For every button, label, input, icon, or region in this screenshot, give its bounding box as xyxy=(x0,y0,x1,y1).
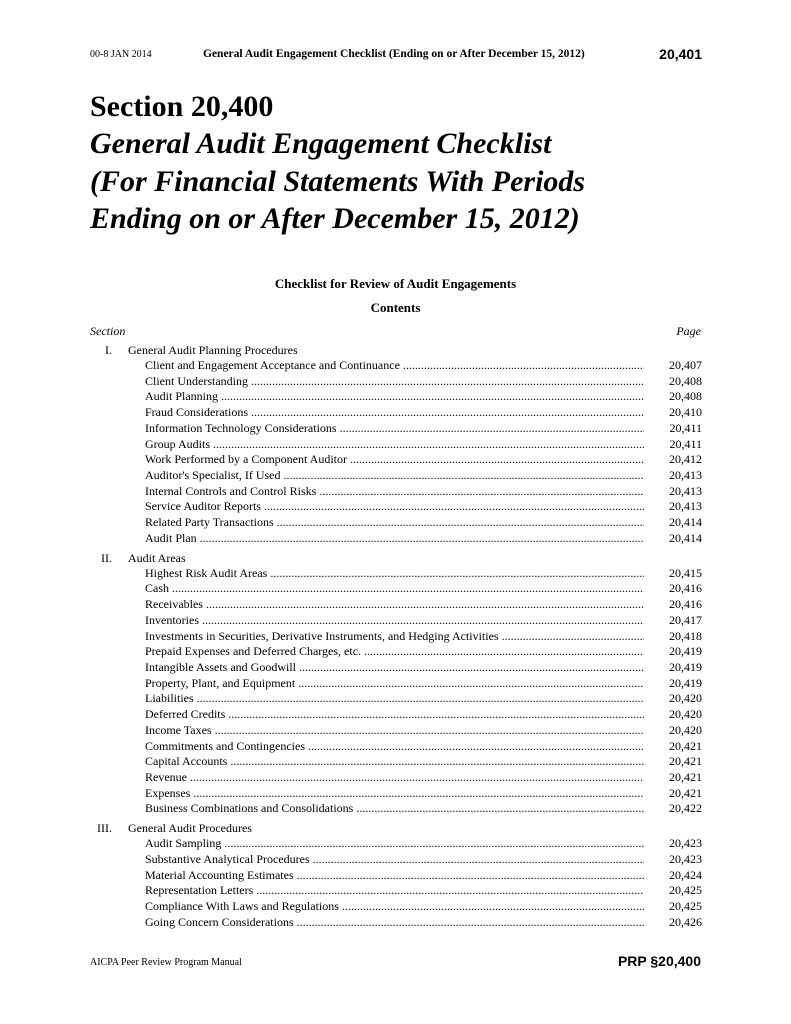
toc-entry-label: Expenses ..... xyxy=(145,786,644,802)
toc-entry-label: Information Technology Considerations ..... xyxy=(145,421,644,437)
running-header xyxy=(90,46,702,66)
toc-entry-page: 20,425 xyxy=(669,883,702,898)
toc-entry xyxy=(90,452,702,468)
table-of-contents xyxy=(90,342,702,933)
toc-entry-label: Representation Letters ..... xyxy=(145,883,644,899)
toc-entry xyxy=(90,629,702,645)
toc-entry-label: Fraud Considerations ..... xyxy=(145,405,644,421)
toc-entry xyxy=(90,660,702,676)
toc-entry xyxy=(90,691,702,707)
toc-entry xyxy=(90,421,702,437)
toc-entry xyxy=(90,597,702,613)
toc-part-number: I. xyxy=(105,343,112,357)
toc-entry-label: Audit Sampling ..... xyxy=(145,836,644,852)
toc-entry-label: Audit Plan ..... xyxy=(145,531,644,547)
toc-entry-page: 20,422 xyxy=(669,801,702,816)
toc-part xyxy=(90,820,702,930)
toc-entry-label: Audit Planning ..... xyxy=(145,389,644,405)
header-running-title: General Audit Engagement Checklist (Ending on or After December 15, 2012) xyxy=(203,48,585,60)
toc-entry-label: Material Accounting Estimates ..... xyxy=(145,868,644,884)
toc-entry xyxy=(90,786,702,802)
toc-part-heading xyxy=(90,820,702,836)
toc-entry-page: 20,416 xyxy=(669,597,702,612)
section-title-block xyxy=(90,88,730,238)
toc-entry-label: Deferred Credits ..... xyxy=(145,707,644,723)
toc-entry xyxy=(90,915,702,931)
toc-entry-page: 20,424 xyxy=(669,867,702,882)
toc-entry-label: Going Concern Considerations ..... xyxy=(145,915,644,931)
toc-entry xyxy=(90,739,702,755)
toc-entry-page: 20,413 xyxy=(669,468,702,483)
toc-entry-page: 20,413 xyxy=(669,483,702,498)
toc-entry xyxy=(90,389,702,405)
toc-entry-label: Work Performed by a Component Auditor ..... xyxy=(145,452,644,468)
toc-entry-label: Substantive Analytical Procedures ..... xyxy=(145,852,644,868)
toc-entry xyxy=(90,515,702,531)
toc-entry-page: 20,414 xyxy=(669,515,702,530)
toc-entry-page: 20,413 xyxy=(669,499,702,514)
column-heading-page: Page xyxy=(676,324,701,338)
toc-part xyxy=(90,550,702,818)
toc-entry xyxy=(90,723,702,739)
toc-entry xyxy=(90,581,702,597)
toc-entry-page: 20,419 xyxy=(669,675,702,690)
document-title-line-2: (For Financial Statements With Periods xyxy=(90,164,586,198)
toc-entry-page: 20,420 xyxy=(669,691,702,706)
toc-entry xyxy=(90,405,702,421)
toc-entry xyxy=(90,770,702,786)
column-heading-section: Section xyxy=(90,324,126,338)
toc-entry-label: Investments in Securities, Derivative Instruments, and Hedging Activities ..... xyxy=(145,629,644,645)
toc-entry-page: 20,416 xyxy=(669,581,702,596)
section-label: Section 20,400 xyxy=(90,90,274,123)
toc-entry-label: Property, Plant, and Equipment ..... xyxy=(145,676,644,692)
toc-entry xyxy=(90,836,702,852)
footer-section-ref: PRP §20,400 xyxy=(617,953,701,969)
toc-part-number: III. xyxy=(97,821,112,836)
toc-part-heading xyxy=(90,342,702,358)
toc-entry-label: Inventories ..... xyxy=(145,613,644,629)
toc-entry-page: 20,408 xyxy=(669,373,702,388)
toc-entry xyxy=(90,676,702,692)
toc-entry-page: 20,408 xyxy=(669,389,702,404)
toc-entry-page: 20,411 xyxy=(669,436,702,451)
toc-entry-label: Capital Accounts ..... xyxy=(145,754,644,770)
toc-entry-page: 20,421 xyxy=(669,754,702,769)
toc-entry xyxy=(90,374,702,390)
footer-publication: AICPA Peer Review Program Manual xyxy=(90,957,242,968)
toc-entry-label: Client Understanding ..... xyxy=(145,374,644,390)
toc-entry-label: Revenue ..... xyxy=(145,770,644,786)
toc-entry-label: Client and Engagement Acceptance and Continuance ..... xyxy=(145,358,644,374)
toc-entry-page: 20,421 xyxy=(669,769,702,784)
toc-entry-page: 20,419 xyxy=(669,644,702,659)
toc-part-title: General Audit Planning Procedures xyxy=(128,343,298,357)
toc-entry-page: 20,423 xyxy=(669,836,702,851)
toc-entry-label: Compliance With Laws and Regulations ..... xyxy=(145,899,644,915)
toc-entry-page: 20,418 xyxy=(669,628,702,643)
document-title-line-1: General Audit Engagement Checklist xyxy=(90,127,552,160)
toc-entry-label: Auditor's Specialist, If Used ..... xyxy=(145,468,644,484)
toc-entry-label: Income Taxes ..... xyxy=(145,723,644,739)
toc-entry-label: Commitments and Contingencies ..... xyxy=(145,739,644,755)
toc-entry xyxy=(90,754,702,770)
toc-entry-page: 20,420 xyxy=(669,707,702,722)
toc-entry-page: 20,412 xyxy=(669,452,702,467)
toc-entry-page: 20,426 xyxy=(669,914,702,929)
toc-entry xyxy=(90,484,702,500)
toc-entry-page: 20,423 xyxy=(669,851,702,866)
toc-entry xyxy=(90,883,702,899)
toc-part xyxy=(90,342,702,547)
toc-entry-page: 20,411 xyxy=(669,420,702,435)
header-page-number: 20,401 xyxy=(659,46,702,62)
toc-entry-page: 20,421 xyxy=(669,738,702,753)
toc-part-number: II. xyxy=(101,550,112,565)
toc-entry xyxy=(90,852,702,868)
toc-entry-label: Cash ..... xyxy=(145,581,644,597)
checklist-heading: Checklist for Review of Audit Engagements xyxy=(274,276,517,291)
toc-entry-page: 20,421 xyxy=(669,785,702,800)
toc-entry xyxy=(90,468,702,484)
toc-entry xyxy=(90,566,702,582)
toc-part-heading xyxy=(90,550,702,566)
toc-entry xyxy=(90,613,702,629)
toc-entry xyxy=(90,801,702,817)
toc-entry xyxy=(90,868,702,884)
toc-entry-label: Receivables ..... xyxy=(145,597,644,613)
toc-entry-label: Internal Controls and Control Risks ..... xyxy=(145,484,644,500)
toc-part-title: General Audit Procedures xyxy=(128,821,252,836)
toc-entry-page: 20,414 xyxy=(669,530,702,545)
toc-entry xyxy=(90,437,702,453)
header-date: 00-8 JAN 2014 xyxy=(90,49,152,60)
toc-entry-page: 20,417 xyxy=(669,612,702,627)
contents-heading: Contents xyxy=(370,300,421,315)
toc-part-title: Audit Areas xyxy=(128,550,186,565)
toc-entry-page: 20,415 xyxy=(669,565,702,580)
toc-entry-page: 20,425 xyxy=(669,899,702,913)
toc-entry xyxy=(90,531,702,547)
toc-entry-page: 20,419 xyxy=(669,659,702,674)
toc-entry xyxy=(90,358,702,374)
toc-entry-label: Group Audits ..... xyxy=(145,437,644,453)
toc-entry xyxy=(90,644,702,660)
toc-entry-label: Prepaid Expenses and Deferred Charges, etc. ..... xyxy=(145,644,644,660)
toc-entry-page: 20,410 xyxy=(669,405,702,420)
toc-entry-label: Intangible Assets and Goodwill ..... xyxy=(145,660,644,676)
toc-entry xyxy=(90,899,702,915)
toc-entry-label: Service Auditor Reports ..... xyxy=(145,499,644,515)
toc-entry-page: 20,407 xyxy=(669,358,702,372)
toc-entry-page: 20,420 xyxy=(669,722,702,737)
toc-entry-label: Business Combinations and Consolidations ..... xyxy=(145,801,644,817)
toc-entry xyxy=(90,499,702,515)
toc-entry-label: Highest Risk Audit Areas ..... xyxy=(145,566,644,582)
toc-entry xyxy=(90,707,702,723)
toc-entry-label: Related Party Transactions ..... xyxy=(145,515,644,531)
toc-entry-label: Liabilities ..... xyxy=(145,691,644,707)
document-title-line-3: Ending on or After December 15, 2012) xyxy=(90,202,580,235)
